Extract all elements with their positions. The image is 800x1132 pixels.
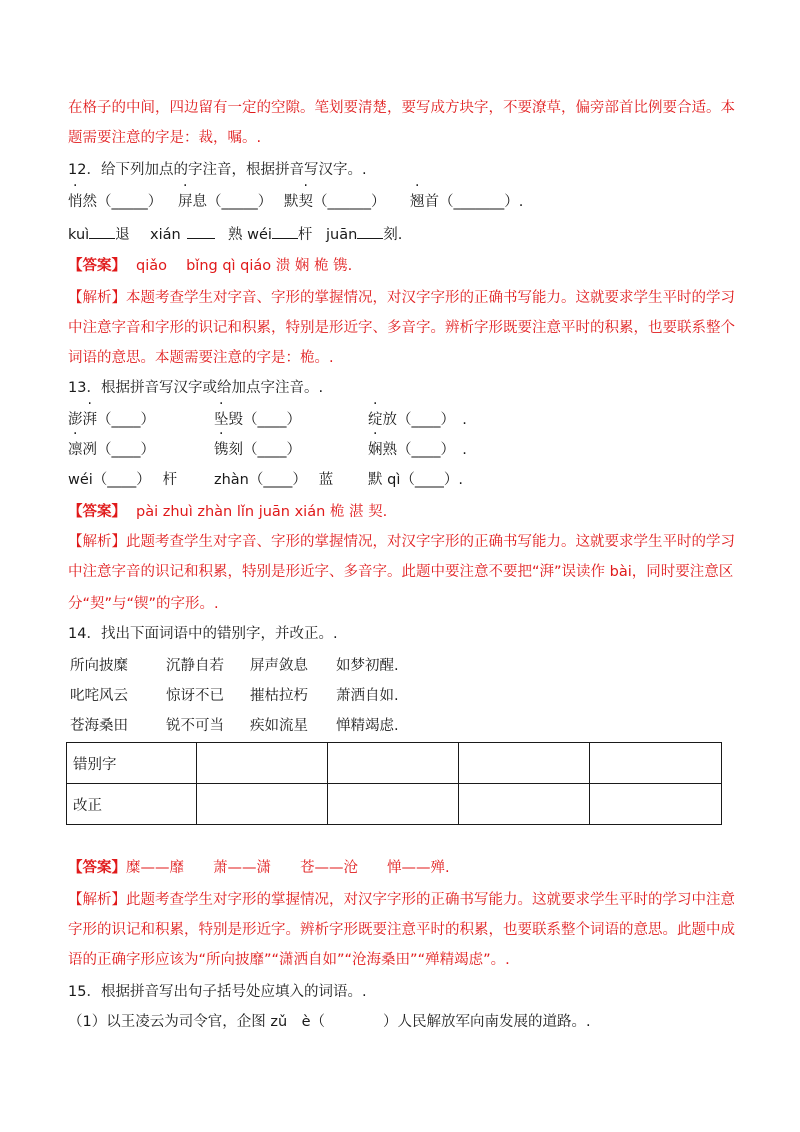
table-cell[interactable] (328, 784, 459, 825)
q13-item-1-3: 绽放（____） . (368, 412, 467, 428)
q14-word: 屏声敛息 (250, 658, 308, 674)
q13-item-2-3: 娴熟（____） . (368, 442, 467, 458)
q12-pinyin-2: xián (150, 224, 215, 245)
table-row (67, 743, 722, 784)
q13-analysis-3: 分“契”与“锲”的字形。. (68, 596, 219, 612)
table-cell[interactable] (590, 784, 722, 825)
q12-pinyin-4: juān 刻. (326, 224, 402, 245)
table-row (67, 784, 722, 825)
q14-word: 所向披糜 (70, 658, 128, 674)
q14-word: 苍海桑田 (70, 718, 128, 734)
q14-word: 疾如流星 (250, 718, 308, 734)
q13-item-2-1: 凛冽（____） (68, 442, 155, 458)
correction-table (66, 742, 722, 825)
q13-item-3-1: wéi（____） 杆 (68, 472, 178, 488)
q14-word: 惊讶不已 (166, 688, 224, 704)
table-cell[interactable] (459, 784, 590, 825)
q12-title: 12．给下列加点的字注音，根据拼音写汉字。. (68, 162, 367, 178)
q15-item-1: （1）以王凌云为司令官，企图 zǔ è（ ）人民解放军向南发展的道路。. (68, 1014, 591, 1030)
q14-word: 惮精竭虑. (336, 718, 399, 734)
intro-line-2: 题需要注意的字是：裁，嘱。. (68, 130, 262, 146)
q13-analysis-2: 中注意字音的识记和积累，特别是形近字、多音字。此题中要注意不要把“湃”误读作 bài，同时要注意区 (68, 564, 734, 580)
table-label-correct: 改正 (67, 784, 197, 825)
table-cell[interactable] (590, 743, 722, 784)
q14-word: 沉静自若 (166, 658, 224, 674)
q14-word: 摧枯拉朽 (250, 688, 308, 704)
q12-item-2: 屏息（_____） (178, 194, 273, 210)
table-cell[interactable] (197, 784, 328, 825)
q12-pinyin-1: kuì 退 (68, 224, 130, 245)
q13-item-1-2: 坠毁（____） (214, 412, 301, 428)
q13-item-3-3: 默 qì（____）. (368, 472, 463, 488)
table-label-wrong: 错别字 (67, 743, 197, 784)
intro-line-1: 在格子的中间，四边留有一定的空隙。笔划要清楚，要写成方块字，不要潦草，偏旁部首比例要合适。本 (68, 100, 735, 116)
q14-word: 锐不可当 (166, 718, 224, 734)
table-cell[interactable] (459, 743, 590, 784)
q12-item-1: 悄然（_____） (68, 194, 163, 210)
q14-analysis-1: 【解析】此题考查学生对字形的掌握情况，对汉字字形的正确书写能力。这就要求学生平时的学习中注意 (68, 892, 735, 908)
q13-title: 13．根据拼音写汉字或给加点字注音。. (68, 380, 324, 396)
q14-word: 如梦初醒. (336, 658, 399, 674)
q14-word: 萧洒自如. (336, 688, 399, 704)
q14-word: 叱咤风云 (70, 688, 128, 704)
q13-item-3-2: zhàn（____） 蓝 (214, 472, 334, 488)
q14-analysis-3: 语的正确字形应该为“所向披靡”“潇洒自如”“沧海桑田”“殚精竭虑”。. (68, 952, 510, 968)
q12-analysis-1: 【解析】本题考查学生对字音、字形的掌握情况，对汉字字形的正确书写能力。这就要求学生平时的学习 (68, 290, 735, 306)
q12-pinyin-3: 熟 wéi 杆 (228, 224, 312, 245)
q13-answer: 【答案】 pài zhuì zhàn lǐn juān xián 桅 湛 契. (68, 504, 388, 520)
q14-analysis-2: 字形的识记和积累，特别是形近字。辨析字形既要注意平时的积累，也要联系整个词语的意思。此题中成 (68, 922, 735, 938)
q12-item-4: 翘首（_______）. (410, 194, 524, 210)
q13-analysis-1: 【解析】此题考查学生对字音、字形的掌握情况，对汉字字形的正确书写能力。这就要求学生平时的学习 (68, 534, 735, 550)
q13-item-1-1: 澎湃（____） (68, 412, 155, 428)
table-cell[interactable] (197, 743, 328, 784)
q12-item-3: 默契（______） (284, 194, 386, 210)
q13-item-2-2: 镌刻（____） (214, 442, 301, 458)
q15-title: 15．根据拼音写出句子括号处应填入的词语。. (68, 984, 367, 1000)
q12-analysis-3: 词语的意思。本题需要注意的字是：桅。. (68, 350, 334, 366)
table-cell[interactable] (328, 743, 459, 784)
q12-answer: 【答案】 qiǎo bǐng qì qiáo 溃 娴 桅 镌. (68, 258, 353, 274)
q14-title: 14．找出下面词语中的错别字，并改正。. (68, 626, 338, 642)
q12-analysis-2: 中注意字音和字形的识记和积累，特别是形近字、多音字。辨析字形既要注意平时的积累，也要联系整个 (68, 320, 735, 336)
q14-answer: 【答案】糜——靡 萧——潇 苍——沧 惮——殚. (68, 860, 450, 876)
